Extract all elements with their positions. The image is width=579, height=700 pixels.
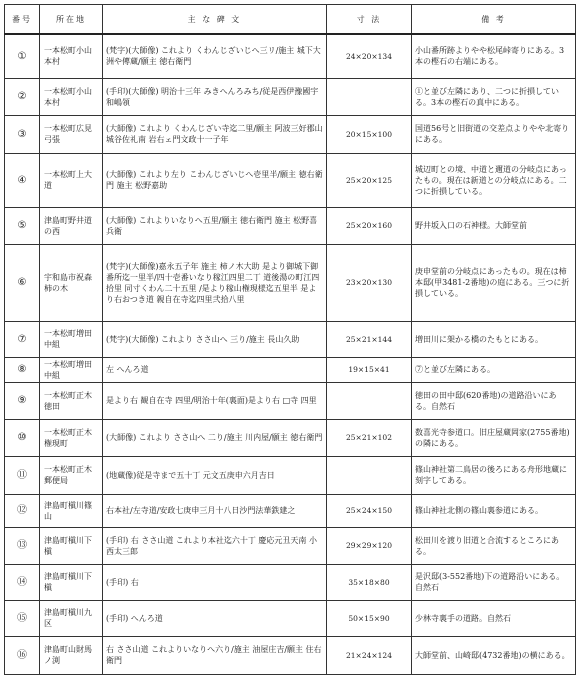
table-row xyxy=(5,115,576,153)
cell-row-number: ⑩ xyxy=(5,419,40,456)
cell-inscription: 右本社/左寺道/安政七庚申三月十八日沙門法華鉄建之 xyxy=(103,494,327,527)
cell-inscription: (手印) 右 ささ山道 これより本社迄六十丁 慶応元丑天南 小西太三郎 xyxy=(103,527,327,564)
table-row xyxy=(5,207,576,244)
cell-row-number: ① xyxy=(5,34,40,78)
cell-location: 津島町槇川下槇 xyxy=(40,527,103,564)
cell-notes: 野井坂入口の石神様。大師堂前 xyxy=(412,207,576,244)
cell-dimensions: 50×15×90 xyxy=(327,600,412,636)
cell-row-number: ⑥ xyxy=(5,244,40,321)
cell-inscription: (大師像) これより ささ山へ 二り/施主 川内屋/願主 徳右衛門 xyxy=(103,419,327,456)
cell-row-number: ⑪ xyxy=(5,456,40,494)
table-row xyxy=(5,527,576,564)
cell-inscription: (大師像) これよりいなりへ五里/願主 徳右衛門 施主 松野喜兵衛 xyxy=(103,207,327,244)
cell-location: 一本松町増田中組 xyxy=(40,321,103,357)
cell-location: 津島町槇川篠山 xyxy=(40,494,103,527)
header-notes: 備 考 xyxy=(412,5,576,35)
cell-inscription: 是より右 観自在寺 四里/明治十年(裏面)是より右 □寺 四里 xyxy=(103,382,327,419)
cell-notes: 大師堂前、山崎邸(4732番地)の横にある。 xyxy=(412,636,576,674)
cell-location: 一本松町正木郵便局 xyxy=(40,456,103,494)
table-row xyxy=(5,244,576,321)
cell-dimensions: 25×20×160 xyxy=(327,207,412,244)
cell-dimensions xyxy=(327,78,412,115)
cell-row-number: ⑮ xyxy=(5,600,40,636)
table-row xyxy=(5,34,576,78)
cell-row-number: ⑧ xyxy=(5,357,40,382)
cell-inscription: 右 ささ山道 これよりいなりへ六り/施主 油屋庄吉/願主 住右衛門 xyxy=(103,636,327,674)
cell-notes: 少林寺裏手の道路。自然石 xyxy=(412,600,576,636)
cell-inscription: (地蔵像)従是寺まで五十丁 元文五庚申六月吉日 xyxy=(103,456,327,494)
table-row xyxy=(5,456,576,494)
cell-row-number: ⑤ xyxy=(5,207,40,244)
cell-location: 津島町山財馬ノ渕 xyxy=(40,636,103,674)
cell-inscription: 左 へんろ道 xyxy=(103,357,327,382)
cell-dimensions xyxy=(327,382,412,419)
cell-row-number: ⑫ xyxy=(5,494,40,527)
cell-notes: 篠山神社第二鳥居の後ろにある舟形地蔵に刻字してある。 xyxy=(412,456,576,494)
cell-notes: ⑦と並び左隣にある。 xyxy=(412,357,576,382)
cell-inscription: (大師像) これより くわんじざい寺迄二里/願主 阿波三好郡山城谷佐礼南 岩右ェ門文政十一子年 xyxy=(103,115,327,153)
cell-dimensions xyxy=(327,456,412,494)
cell-inscription: (梵字)(大師像) これより ささ山へ 三り/施主 長山久助 xyxy=(103,321,327,357)
cell-dimensions: 19×15×41 xyxy=(327,357,412,382)
page xyxy=(4,4,576,675)
cell-inscription: (手印) 右 xyxy=(103,564,327,600)
cell-row-number: ④ xyxy=(5,153,40,207)
table-row xyxy=(5,564,576,600)
cell-row-number: ② xyxy=(5,78,40,115)
cell-location: 津島町槇川九区 xyxy=(40,600,103,636)
table-row xyxy=(5,382,576,419)
cell-notes: 国道56号と旧街道の交差点よりやや北寄りにある。 xyxy=(412,115,576,153)
cell-dimensions: 29×29×120 xyxy=(327,527,412,564)
cell-inscription: (手印) へんろ道 xyxy=(103,600,327,636)
cell-location: 一本松町広見弓張 xyxy=(40,115,103,153)
cell-row-number: ⑯ xyxy=(5,636,40,674)
cell-dimensions: 25×21×144 xyxy=(327,321,412,357)
cell-notes: 城辺町との境、中道と邇道の分岐点にあったもの。現在は新道との分岐点にある。二つに折損している。 xyxy=(412,153,576,207)
cell-location: 一本松町正木徳田 xyxy=(40,382,103,419)
table-row xyxy=(5,636,576,674)
cell-location: 津島町槇川下槇 xyxy=(40,564,103,600)
cell-location: 一本松町上大道 xyxy=(40,153,103,207)
cell-dimensions: 25×21×102 xyxy=(327,419,412,456)
table-body xyxy=(5,34,576,674)
cell-notes: 数喜光寺参道口。旧庄屋蔵岡家(2755番地)の隣にある。 xyxy=(412,419,576,456)
header-row xyxy=(5,5,576,35)
cell-location: 一本松町小山本村 xyxy=(40,34,103,78)
cell-notes: 松田川を渡り旧道と合流するところにある。 xyxy=(412,527,576,564)
cell-row-number: ⑦ xyxy=(5,321,40,357)
cell-row-number: ⑬ xyxy=(5,527,40,564)
cell-dimensions: 20×15×100 xyxy=(327,115,412,153)
header-inscription: 主 な 碑 文 xyxy=(103,5,327,35)
cell-dimensions: 35×18×80 xyxy=(327,564,412,600)
table-row xyxy=(5,78,576,115)
cell-notes: 庚申堂前の分岐点にあったもの。現在は柿本邸(甲3481-2番地)の庭にある。三つに折損している。 xyxy=(412,244,576,321)
table-row xyxy=(5,357,576,382)
cell-row-number: ③ xyxy=(5,115,40,153)
header-dimensions: 寸 法 xyxy=(327,5,412,35)
signpost-table xyxy=(4,4,576,675)
table-row xyxy=(5,600,576,636)
header-location: 所在地 xyxy=(40,5,103,35)
cell-inscription: (梵字)(大師像)嘉永五子年 施主 柿ノ木大助 是より御城下御番所迄一里半/四十壱番いなり稼江四里二丁 道後湯の町江四拾里 同寸くわん二十五里 /是より稼山権現様迄五里半 是より右おつき道 親自在寺迄四里弐拾八里 xyxy=(103,244,327,321)
cell-row-number: ⑭ xyxy=(5,564,40,600)
cell-location: 一本松町正木権現町 xyxy=(40,419,103,456)
cell-inscription: (手印)(大師像) 明治十三年 みきへんろみち/従是西伊豫國宇和嶋領 xyxy=(103,78,327,115)
cell-location: 一本松町増田中組 xyxy=(40,357,103,382)
cell-row-number: ⑨ xyxy=(5,382,40,419)
cell-notes: 増田川に架かる橋のたもとにある。 xyxy=(412,321,576,357)
cell-dimensions: 23×20×130 xyxy=(327,244,412,321)
table-row xyxy=(5,153,576,207)
cell-dimensions: 21×24×124 xyxy=(327,636,412,674)
cell-notes: 小山番所跡よりやや松尾峠寄りにある。3本の樫石の右端にある。 xyxy=(412,34,576,78)
cell-notes: 徳田の田中邸(620番地)の道路沿いにある。自然石 xyxy=(412,382,576,419)
cell-notes: 篠山神社北側の篠山裏参道にある。 xyxy=(412,494,576,527)
cell-dimensions: 24×20×134 xyxy=(327,34,412,78)
cell-inscription: (梵字)(大師像) これより くわんじざいじへ三リ/施主 城下大洲や傳蔵/願主 徳右衛門 xyxy=(103,34,327,78)
cell-dimensions: 25×24×150 xyxy=(327,494,412,527)
cell-notes: ①と並び左隣にあり、二つに折損している。3本の樫石の真中にある。 xyxy=(412,78,576,115)
cell-notes: 是沢邸(3-552番地)下の道路沿いにある。自然石 xyxy=(412,564,576,600)
table-row xyxy=(5,494,576,527)
cell-location: 一本松町小山本村 xyxy=(40,78,103,115)
cell-inscription: (大師像) これより左り こわんじざいじへ壱里半/願主 徳右衛門 施主 松野嘉助 xyxy=(103,153,327,207)
header-number: 番号 xyxy=(5,5,40,35)
table-row xyxy=(5,419,576,456)
cell-location: 宇和島市祝森柿の木 xyxy=(40,244,103,321)
cell-location: 津島町野井道の西 xyxy=(40,207,103,244)
table-row xyxy=(5,321,576,357)
cell-dimensions: 25×20×125 xyxy=(327,153,412,207)
